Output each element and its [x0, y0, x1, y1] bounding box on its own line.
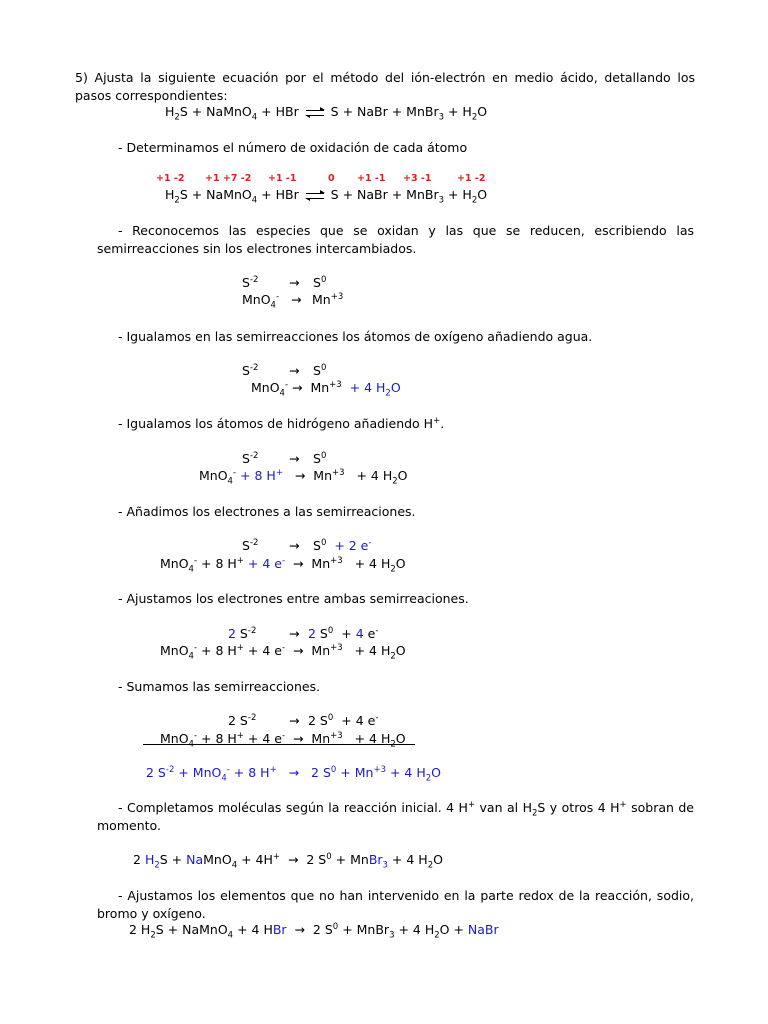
sum-red: MnO$_4$- + 8 H+ + 4 $e^- \to Mn^{+3} + 4$ $H_2O$: [160, 730, 406, 750]
sum-result: 2 $S^{-2} + MnO_4^- + 8$ H+ → 2 $S^0 + Mn^{+3} + 4$ $H_2O$: [146, 764, 441, 784]
step-oxidation-numbers: - Determinamos el número de oxidación de cada átomo: [118, 140, 468, 155]
equation-final: 2 $H_2S$ + NaMnO$_4$ + 4 HBr → 2 $S^0$ + MnBr$_3$ + 4 $H_2O$ + NaBr: [129, 921, 499, 941]
half-ox-4: $S^{-2}$: [242, 537, 259, 553]
half-red-3: MnO$_4$- + 8 $H^+ \to Mn^{+3} + 4$ $H_2O$: [199, 467, 408, 487]
half-red-1: MnO$_4$-: [242, 291, 280, 311]
ox-namno4: +1 +7 -2: [205, 173, 252, 184]
half-ox-2-right: $S^0$: [313, 362, 327, 378]
half-ox-3: $S^{-2}$: [242, 450, 259, 466]
ox-s: 0: [328, 173, 335, 184]
equation-original: $H_2S$ + NaMnO$_4$ + HBr S + NaBr + MnBr$_3$ + $H_2O$: [165, 104, 488, 123]
equation-partial: 2 $H_2S$ + NaMnO$_4$ + 4H+ → 2 $S^0$ + MnBr$_3$ + 4 $H_2O$: [133, 851, 443, 871]
ox-h2s: +1 -2: [156, 173, 185, 184]
half-red-1-right: $Mn^{+3}$: [312, 291, 344, 307]
step-balance-oxygen: - Igualamos en las semirreacciones los átomos de oxígeno añadiendo agua.: [118, 329, 593, 344]
half-ox-5: 2 $S^{-2}$: [228, 625, 257, 641]
ox-hbr: +1 -1: [268, 173, 297, 184]
half-red-5: MnO$_4$- + 8 H+ + 4 $e^- \to Mn^{+3} + 4$ $H_2O$: [160, 642, 406, 662]
half-ox-5-right: 2 $S^0 + 4$ e-: [308, 625, 379, 641]
half-ox-1: $S^{-2}$: [242, 274, 259, 290]
step-balance-electrons: - Ajustamos los electrones entre ambas semirreaciones.: [118, 591, 469, 606]
arrow-2: →: [291, 292, 302, 307]
half-red-2: $MnO_4^- \to Mn^{+3} + 4$ $H_2O$: [251, 379, 401, 399]
step-identify-species: - Reconocemos las especies que se oxidan y las que se reducen, escribiendo las semirreacciones sin los electrones intercambiados.: [97, 223, 694, 257]
arrow-4: →: [289, 451, 300, 466]
half-red-4: MnO$_4$- + 8 H+ + 4 $e^- \to Mn^{+3} + 4$ $H_2O$: [160, 555, 406, 575]
equilibrium-arrow-icon: [306, 189, 324, 203]
step-add-electrons: - Añadimos los electrones a las semirreaciones.: [118, 504, 416, 519]
step-spectator-ions: - Ajustamos los elementos que no han intervenido en la parte redox de la reacción, sodio, bromo y oxígeno.: [97, 888, 694, 922]
arrow-3: →: [289, 363, 300, 378]
step-complete-molecules: - Completamos moléculas según la reacción inicial. 4 H+ van al $H_2S$ y otros 4 H+ sobran de momento.: [97, 799, 695, 834]
half-ox-1-right: $S^0$: [313, 274, 327, 290]
half-ox-3-right: $S^0$: [313, 450, 327, 466]
sum-divider: [143, 744, 415, 745]
sum-ox: 2 $S^{-2}$: [228, 712, 257, 728]
equation-with-oxidation: $H_2S$ + NaMnO$_4$ + HBr S + NaBr + MnBr$_3$ + $H_2O$: [165, 187, 488, 206]
arrow-6: →: [289, 626, 300, 641]
ox-mnbr3: +3 -1: [403, 173, 432, 184]
half-ox-2: $S^{-2}$: [242, 362, 259, 378]
problem-statement: 5) Ajusta la siguiente ecuación por el método del ión-electrón en medio ácido, detallando los pasos correspondientes:: [75, 70, 695, 104]
equilibrium-arrow-icon: [306, 106, 324, 120]
ox-nabr: +1 -1: [357, 173, 386, 184]
arrow-1: →: [289, 275, 300, 290]
sum-ox-right: 2 $S^0 + 4$ e-: [308, 712, 379, 728]
step-sum: - Sumamos las semirreacciones.: [118, 679, 321, 694]
step-balance-hydrogen: - Igualamos los átomos de hidrógeno añadiendo H+.: [118, 415, 445, 431]
half-ox-4-right: $S^0 + 2$ e-: [313, 537, 372, 553]
arrow-7: →: [289, 713, 300, 728]
arrow-5: →: [289, 538, 300, 553]
ox-h2o: +1 -2: [457, 173, 486, 184]
